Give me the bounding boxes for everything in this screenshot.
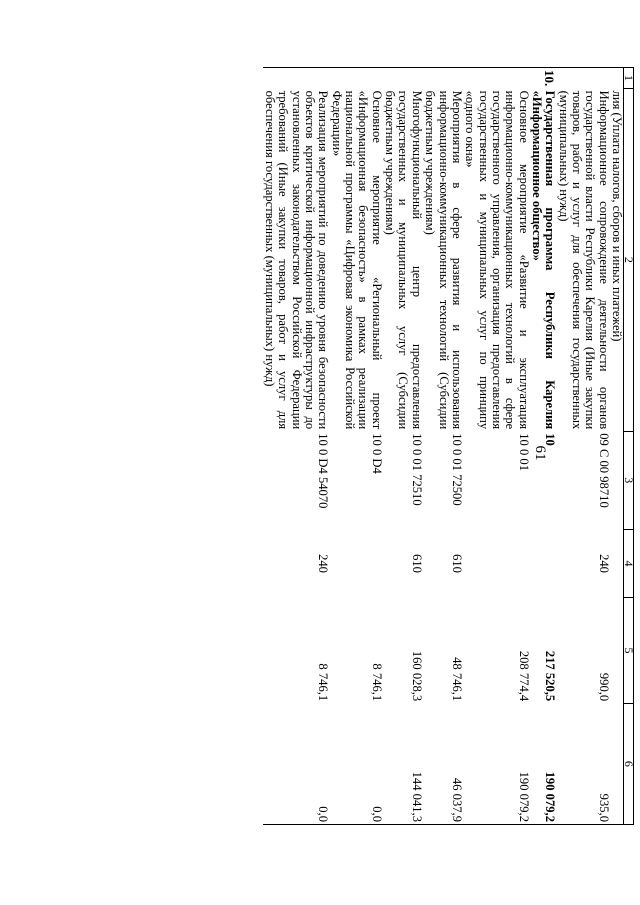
row-amount-1: 160 028,3 <box>409 650 424 702</box>
row-amount-1: 8 746,1 <box>369 663 384 702</box>
row-number <box>463 68 530 89</box>
row-number <box>329 68 382 89</box>
page-number: 61 <box>532 445 548 461</box>
row-amount-2: 0,0 <box>329 703 382 824</box>
row-code: 09 С 00 98710 <box>596 433 611 508</box>
table-row <box>423 68 463 825</box>
row-name: Информационное сопровождение деятельности органов государственной власти Республики Карелия (Иные закупки товаров, работ и услуг для обеспечения государственных (муниципальных) нужд) <box>556 90 611 430</box>
header-col-2: 2 <box>624 89 634 432</box>
row-code: 10 0 01 72500 <box>449 433 464 506</box>
row-code: 10 <box>543 433 558 446</box>
header-col-3: 3 <box>624 431 634 529</box>
row-amount-2: 190 079,2 <box>463 703 530 824</box>
table-row <box>610 68 624 825</box>
row-number <box>423 68 463 89</box>
row-code: 10 0 01 <box>516 433 531 471</box>
table-body <box>263 68 624 825</box>
row-expense-type <box>530 529 557 598</box>
row-code: 10 0 D4 <box>369 433 384 474</box>
row-expense-type: 610 <box>449 554 464 573</box>
header-col-4: 4 <box>624 529 634 598</box>
table-row <box>463 68 530 825</box>
row-amount-2: 935,0 <box>556 703 609 824</box>
row-name: Мероприятия в сфере развития и использования информационно-коммуникационных технологий (Субсидии бюджетным учреждениям) <box>423 90 464 430</box>
row-name: Государственная программа Республики Карелия «Информационное общество» <box>529 90 558 430</box>
row-amount-1: 48 746,1 <box>449 657 464 702</box>
row-number <box>556 68 609 89</box>
row-amount-1: 990,0 <box>596 672 611 702</box>
table-row <box>383 68 423 825</box>
row-number <box>263 68 330 89</box>
row-expense-type <box>463 529 530 598</box>
row-amount-2: 0,0 <box>263 703 330 824</box>
row-amount-2: 144 041,3 <box>383 703 423 824</box>
table-row <box>263 68 330 825</box>
table-row <box>329 68 382 825</box>
row-amount-1: 8 746,1 <box>316 663 331 702</box>
row-code: 10 0 D4 54070 <box>316 433 331 509</box>
table-row <box>556 68 609 825</box>
header-col-1: 1 <box>624 68 634 89</box>
row-name: лия (Уплата налогов, сборов и иных платежей) <box>610 90 624 342</box>
row-name: Многофункциональный центр предоставления государственных и муниципальных услуг (Субсидии бюджетным учреждениям) <box>383 90 424 430</box>
row-name: Основное мероприятие «Региональный проект «Информационная безопасность» в рамках реализации национальной программы «Цифровая экономика Российской Федерации» <box>329 90 384 430</box>
header-col-6: 6 <box>624 703 634 824</box>
row-expense-type: 240 <box>596 554 611 573</box>
row-number <box>383 68 423 89</box>
row-expense-type <box>329 529 382 598</box>
row-name: Реализация мероприятий по доведению уровня безопасности объектов критической информационной инфраструктуры до установленных законодательством Российской Федерации требований (Иные закупки товаров, работ и услуг для обеспечения государственных (муниципальных) нужд) <box>263 90 331 430</box>
row-expense-type: 240 <box>316 554 331 573</box>
row-amount-1: 208 774,4 <box>516 650 531 702</box>
row-amount-2: 46 037,9 <box>423 703 463 824</box>
table-row <box>530 68 557 825</box>
row-number: 10. <box>530 68 557 89</box>
budget-table <box>263 67 634 825</box>
table-header-row <box>624 68 634 825</box>
row-amount-1: 217 520,5 <box>543 650 558 702</box>
row-code: 10 0 01 72510 <box>409 433 424 506</box>
row-amount-2: 190 079,2 <box>530 703 557 824</box>
row-name: Основное мероприятие «Развитие и эксплуатация информационно-коммуникационных технологий в сфере государственного управления, организация предоставления государственных и муниципальных услуг по принципу «одного окна» <box>463 90 531 430</box>
header-col-5: 5 <box>624 598 634 703</box>
row-expense-type: 610 <box>409 554 424 573</box>
